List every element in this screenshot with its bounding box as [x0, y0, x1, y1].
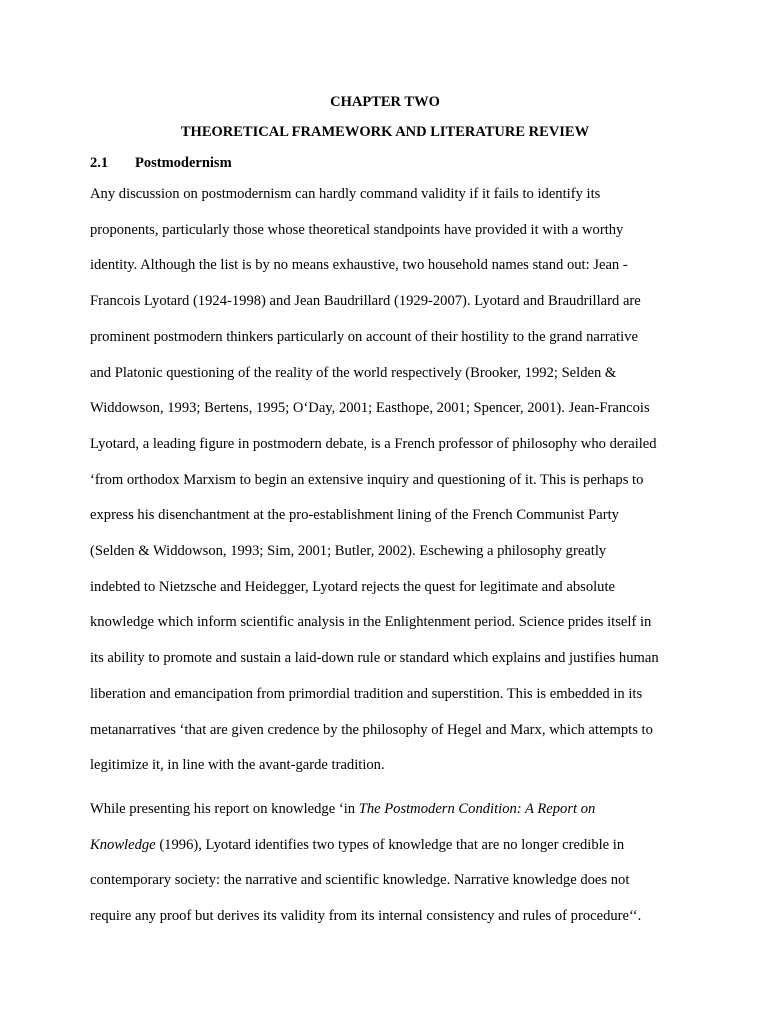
- paragraph-2-text: While presenting his report on knowledge ‘in: [90, 800, 359, 817]
- section-title: Postmodernism: [135, 155, 232, 171]
- paragraph-1-line: metanarratives ‘that are given credence by the philosophy of Hegel and Marx, which attempts to: [90, 721, 653, 738]
- paragraph-1-line: legitimize it, in line with the avant-garde tradition.: [90, 757, 385, 774]
- section-number: 2.1: [90, 155, 109, 171]
- paragraph-1-line: Lyotard, a leading figure in postmodern debate, is a French professor of philosophy who derailed: [90, 435, 657, 452]
- paragraph-2: [90, 792, 680, 935]
- paragraph-1: [90, 177, 680, 784]
- section-heading: [90, 154, 680, 172]
- paragraph-1-line: knowledge which inform scientific analysis in the Enlightenment period. Science prides itself in: [90, 614, 652, 631]
- paragraph-1-line: identity. Although the list is by no means exhaustive, two household names stand out: Jean -: [90, 257, 628, 274]
- paragraph-2-line: require any proof but derives its validity from its internal consistency and rules of procedure‘‘.: [90, 908, 642, 925]
- paragraph-1-line: (Selden & Widdowson, 1993; Sim, 2001; Butler, 2002). Eschewing a philosophy greatly: [90, 543, 607, 560]
- paragraph-1-line: indebted to Nietzsche and Heidegger, Lyotard rejects the quest for legitimate and absolute: [90, 578, 616, 595]
- paragraph-2-text: (1996), Lyotard identifies two types of knowledge that are no longer credible in: [155, 836, 625, 853]
- paragraph-1-line: ‘from orthodox Marxism to begin an extensive inquiry and questioning of it. This is perhaps to: [90, 471, 644, 488]
- paragraph-1-line: Widdowson, 1993; Bertens, 1995; O‘Day, 2001; Easthope, 2001; Spencer, 2001). Jean-Francois: [90, 400, 650, 417]
- paragraph-2-line: [90, 792, 680, 828]
- paragraph-1-line: Francois Lyotard (1924-1998) and Jean Baudrillard (1929-2007). Lyotard and Braudrillard are: [90, 293, 641, 310]
- document-page: [90, 93, 680, 935]
- paragraph-1-line: liberation and emancipation from primordial tradition and superstition. This is embedded in its: [90, 685, 643, 702]
- paragraph-2-line: [90, 828, 680, 864]
- paragraph-1-line: prominent postmodern thinkers particularly on account of their hostility to the grand narrative: [90, 328, 638, 345]
- paragraph-1-line: its ability to promote and sustain a laid-down rule or standard which explains and justifies human: [90, 650, 659, 667]
- book-title-italic: The Postmodern Condition: A Report on: [358, 800, 596, 817]
- paragraph-1-line: express his disenchantment at the pro-establishment lining of the French Communist Party: [90, 507, 619, 524]
- paragraph-1-line: Any discussion on postmodernism can hardly command validity if it fails to identify its: [90, 186, 601, 202]
- paragraph-1-line: proponents, particularly those whose theoretical standpoints have provided it with a worthy: [90, 221, 624, 238]
- paragraph-2-line: contemporary society: the narrative and scientific knowledge. Narrative knowledge does not: [90, 872, 630, 889]
- book-title-italic: Knowledge: [90, 836, 156, 853]
- chapter-subtitle: THEORETICAL FRAMEWORK AND LITERATURE REVIEW: [180, 124, 590, 140]
- paragraph-1-line: and Platonic questioning of the reality of the world respectively (Brooker, 1992; Selden &: [90, 364, 617, 381]
- chapter-title: CHAPTER TWO: [330, 94, 440, 110]
